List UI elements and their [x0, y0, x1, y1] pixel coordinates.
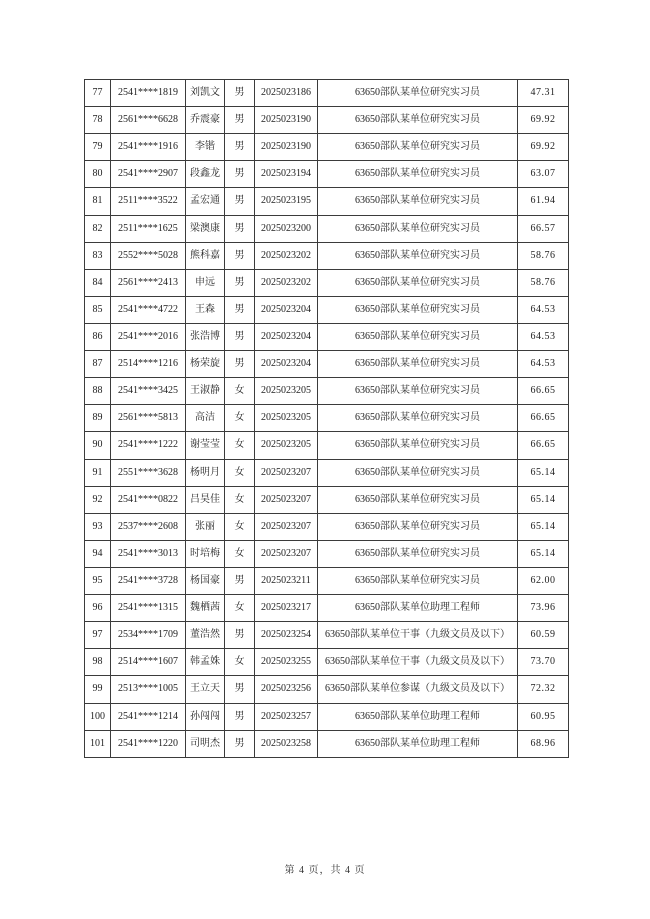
- cell-exam_number: 2025023205: [255, 378, 318, 405]
- cell-position: 63650部队某单位研究实习员: [318, 242, 518, 269]
- cell-id_masked: 2541****3425: [111, 378, 186, 405]
- cell-position: 63650部队某单位助理工程师: [318, 730, 518, 757]
- cell-position: 63650部队某单位参谋（九级文员及以下）: [318, 676, 518, 703]
- cell-index: 77: [85, 80, 111, 107]
- cell-exam_number: 2025023217: [255, 595, 318, 622]
- cell-name: 王立天: [186, 676, 225, 703]
- cell-position: 63650部队某单位研究实习员: [318, 188, 518, 215]
- cell-score: 64.53: [518, 296, 569, 323]
- cell-gender: 女: [225, 405, 255, 432]
- cell-position: 63650部队某单位干事（九级文员及以下）: [318, 649, 518, 676]
- cell-id_masked: 2541****2907: [111, 161, 186, 188]
- cell-index: 90: [85, 432, 111, 459]
- cell-name: 时培梅: [186, 540, 225, 567]
- cell-id_masked: 2541****1220: [111, 730, 186, 757]
- cell-id_masked: 2551****3628: [111, 459, 186, 486]
- cell-score: 69.92: [518, 107, 569, 134]
- cell-score: 66.65: [518, 405, 569, 432]
- table-row: [85, 567, 569, 594]
- cell-id_masked: 2511****1625: [111, 215, 186, 242]
- exam-results-table: [84, 79, 569, 758]
- cell-score: 66.65: [518, 378, 569, 405]
- table-row: [85, 323, 569, 350]
- cell-index: 95: [85, 567, 111, 594]
- cell-exam_number: 2025023195: [255, 188, 318, 215]
- cell-index: 83: [85, 242, 111, 269]
- cell-index: 88: [85, 378, 111, 405]
- cell-exam_number: 2025023254: [255, 622, 318, 649]
- cell-index: 79: [85, 134, 111, 161]
- cell-gender: 男: [225, 161, 255, 188]
- cell-id_masked: 2561****2413: [111, 269, 186, 296]
- cell-name: 李锴: [186, 134, 225, 161]
- cell-position: 63650部队某单位干事（九级文员及以下）: [318, 622, 518, 649]
- cell-gender: 男: [225, 323, 255, 350]
- page-number-footer: 第 4 页，共 4 页: [284, 865, 366, 876]
- cell-score: 63.07: [518, 161, 569, 188]
- cell-exam_number: 2025023204: [255, 323, 318, 350]
- cell-exam_number: 2025023190: [255, 134, 318, 161]
- table-row: [85, 486, 569, 513]
- cell-gender: 女: [225, 378, 255, 405]
- cell-name: 段鑫龙: [186, 161, 225, 188]
- cell-name: 孟宏通: [186, 188, 225, 215]
- cell-id_masked: 2511****3522: [111, 188, 186, 215]
- cell-name: 申远: [186, 269, 225, 296]
- cell-id_masked: 2541****4722: [111, 296, 186, 323]
- cell-score: 61.94: [518, 188, 569, 215]
- cell-exam_number: 2025023207: [255, 540, 318, 567]
- cell-score: 65.14: [518, 459, 569, 486]
- cell-id_masked: 2541****1315: [111, 595, 186, 622]
- table-row: [85, 351, 569, 378]
- table-row: [85, 649, 569, 676]
- cell-position: 63650部队某单位研究实习员: [318, 215, 518, 242]
- cell-gender: 女: [225, 595, 255, 622]
- cell-exam_number: 2025023204: [255, 296, 318, 323]
- cell-name: 乔震豪: [186, 107, 225, 134]
- cell-id_masked: 2541****0822: [111, 486, 186, 513]
- cell-index: 81: [85, 188, 111, 215]
- cell-index: 97: [85, 622, 111, 649]
- cell-name: 王森: [186, 296, 225, 323]
- cell-exam_number: 2025023204: [255, 351, 318, 378]
- cell-position: 63650部队某单位研究实习员: [318, 107, 518, 134]
- cell-exam_number: 2025023255: [255, 649, 318, 676]
- cell-index: 89: [85, 405, 111, 432]
- cell-id_masked: 2534****1709: [111, 622, 186, 649]
- cell-index: 87: [85, 351, 111, 378]
- table-row: [85, 432, 569, 459]
- cell-exam_number: 2025023205: [255, 405, 318, 432]
- cell-position: 63650部队某单位研究实习员: [318, 269, 518, 296]
- cell-gender: 男: [225, 703, 255, 730]
- cell-name: 高洁: [186, 405, 225, 432]
- cell-name: 董浩然: [186, 622, 225, 649]
- cell-exam_number: 2025023207: [255, 513, 318, 540]
- cell-index: 91: [85, 459, 111, 486]
- cell-gender: 男: [225, 676, 255, 703]
- cell-exam_number: 2025023190: [255, 107, 318, 134]
- cell-index: 84: [85, 269, 111, 296]
- cell-exam_number: 2025023207: [255, 459, 318, 486]
- cell-name: 谢莹莹: [186, 432, 225, 459]
- cell-gender: 男: [225, 296, 255, 323]
- table-row: [85, 540, 569, 567]
- cell-name: 魏栖茜: [186, 595, 225, 622]
- cell-position: 63650部队某单位研究实习员: [318, 378, 518, 405]
- cell-exam_number: 2025023205: [255, 432, 318, 459]
- cell-gender: 男: [225, 215, 255, 242]
- cell-position: 63650部队某单位助理工程师: [318, 595, 518, 622]
- cell-index: 86: [85, 323, 111, 350]
- cell-score: 62.00: [518, 567, 569, 594]
- table-row: [85, 242, 569, 269]
- cell-exam_number: 2025023202: [255, 242, 318, 269]
- cell-position: 63650部队某单位研究实习员: [318, 161, 518, 188]
- cell-exam_number: 2025023200: [255, 215, 318, 242]
- cell-score: 64.53: [518, 351, 569, 378]
- cell-id_masked: 2541****3728: [111, 567, 186, 594]
- table-row: [85, 513, 569, 540]
- cell-position: 63650部队某单位研究实习员: [318, 513, 518, 540]
- cell-id_masked: 2561****5813: [111, 405, 186, 432]
- table-row: [85, 215, 569, 242]
- table-row: [85, 161, 569, 188]
- cell-position: 63650部队某单位研究实习员: [318, 567, 518, 594]
- table-row: [85, 296, 569, 323]
- cell-name: 杨国豪: [186, 567, 225, 594]
- cell-id_masked: 2541****1214: [111, 703, 186, 730]
- cell-gender: 男: [225, 80, 255, 107]
- cell-score: 47.31: [518, 80, 569, 107]
- cell-name: 杨明月: [186, 459, 225, 486]
- table-row: [85, 269, 569, 296]
- cell-score: 68.96: [518, 730, 569, 757]
- cell-index: 99: [85, 676, 111, 703]
- cell-position: 63650部队某单位研究实习员: [318, 323, 518, 350]
- table-body: [85, 80, 569, 758]
- cell-id_masked: 2541****1222: [111, 432, 186, 459]
- cell-index: 96: [85, 595, 111, 622]
- cell-gender: 女: [225, 513, 255, 540]
- cell-gender: 女: [225, 432, 255, 459]
- cell-gender: 男: [225, 242, 255, 269]
- table-row: [85, 595, 569, 622]
- cell-gender: 男: [225, 188, 255, 215]
- cell-gender: 男: [225, 622, 255, 649]
- table-row: [85, 676, 569, 703]
- cell-score: 65.14: [518, 513, 569, 540]
- table-row: [85, 405, 569, 432]
- cell-index: 101: [85, 730, 111, 757]
- cell-name: 孙闯闯: [186, 703, 225, 730]
- cell-exam_number: 2025023207: [255, 486, 318, 513]
- cell-index: 85: [85, 296, 111, 323]
- table-row: [85, 378, 569, 405]
- cell-name: 梁澳康: [186, 215, 225, 242]
- cell-gender: 男: [225, 730, 255, 757]
- cell-exam_number: 2025023258: [255, 730, 318, 757]
- table-row: [85, 188, 569, 215]
- cell-score: 60.95: [518, 703, 569, 730]
- cell-name: 韩孟姝: [186, 649, 225, 676]
- cell-index: 82: [85, 215, 111, 242]
- cell-name: 司明杰: [186, 730, 225, 757]
- cell-gender: 女: [225, 459, 255, 486]
- cell-position: 63650部队某单位研究实习员: [318, 351, 518, 378]
- cell-position: 63650部队某单位研究实习员: [318, 296, 518, 323]
- cell-name: 杨荣旋: [186, 351, 225, 378]
- cell-score: 72.32: [518, 676, 569, 703]
- table-row: [85, 622, 569, 649]
- cell-gender: 女: [225, 540, 255, 567]
- table-row: [85, 107, 569, 134]
- cell-exam_number: 2025023257: [255, 703, 318, 730]
- cell-score: 69.92: [518, 134, 569, 161]
- cell-id_masked: 2552****5028: [111, 242, 186, 269]
- cell-id_masked: 2513****1005: [111, 676, 186, 703]
- cell-score: 73.96: [518, 595, 569, 622]
- cell-score: 58.76: [518, 242, 569, 269]
- cell-id_masked: 2561****6628: [111, 107, 186, 134]
- cell-id_masked: 2541****2016: [111, 323, 186, 350]
- table-row: [85, 703, 569, 730]
- cell-position: 63650部队某单位研究实习员: [318, 405, 518, 432]
- cell-gender: 男: [225, 107, 255, 134]
- cell-id_masked: 2541****1819: [111, 80, 186, 107]
- cell-name: 熊科嘉: [186, 242, 225, 269]
- cell-score: 73.70: [518, 649, 569, 676]
- cell-exam_number: 2025023256: [255, 676, 318, 703]
- cell-score: 65.14: [518, 540, 569, 567]
- cell-gender: 男: [225, 269, 255, 296]
- table-row: [85, 80, 569, 107]
- cell-score: 66.57: [518, 215, 569, 242]
- cell-score: 60.59: [518, 622, 569, 649]
- cell-position: 63650部队某单位研究实习员: [318, 80, 518, 107]
- cell-index: 92: [85, 486, 111, 513]
- cell-score: 58.76: [518, 269, 569, 296]
- cell-gender: 女: [225, 486, 255, 513]
- cell-id_masked: 2541****1916: [111, 134, 186, 161]
- cell-gender: 男: [225, 134, 255, 161]
- cell-index: 80: [85, 161, 111, 188]
- cell-exam_number: 2025023186: [255, 80, 318, 107]
- cell-score: 64.53: [518, 323, 569, 350]
- cell-position: 63650部队某单位助理工程师: [318, 703, 518, 730]
- cell-exam_number: 2025023202: [255, 269, 318, 296]
- cell-index: 100: [85, 703, 111, 730]
- cell-id_masked: 2514****1607: [111, 649, 186, 676]
- cell-gender: 女: [225, 649, 255, 676]
- cell-gender: 男: [225, 351, 255, 378]
- cell-id_masked: 2537****2608: [111, 513, 186, 540]
- table-row: [85, 134, 569, 161]
- cell-position: 63650部队某单位研究实习员: [318, 459, 518, 486]
- cell-score: 66.65: [518, 432, 569, 459]
- cell-index: 93: [85, 513, 111, 540]
- cell-name: 刘凯文: [186, 80, 225, 107]
- cell-position: 63650部队某单位研究实习员: [318, 432, 518, 459]
- cell-name: 王淑静: [186, 378, 225, 405]
- cell-index: 98: [85, 649, 111, 676]
- cell-name: 张丽: [186, 513, 225, 540]
- table-row: [85, 459, 569, 486]
- cell-exam_number: 2025023194: [255, 161, 318, 188]
- cell-score: 65.14: [518, 486, 569, 513]
- cell-id_masked: 2514****1216: [111, 351, 186, 378]
- cell-index: 94: [85, 540, 111, 567]
- cell-name: 吕昊佳: [186, 486, 225, 513]
- cell-position: 63650部队某单位研究实习员: [318, 134, 518, 161]
- cell-position: 63650部队某单位研究实习员: [318, 540, 518, 567]
- cell-gender: 男: [225, 567, 255, 594]
- cell-exam_number: 2025023211: [255, 567, 318, 594]
- cell-name: 张浩博: [186, 323, 225, 350]
- cell-index: 78: [85, 107, 111, 134]
- cell-position: 63650部队某单位研究实习员: [318, 486, 518, 513]
- cell-id_masked: 2541****3013: [111, 540, 186, 567]
- table-row: [85, 730, 569, 757]
